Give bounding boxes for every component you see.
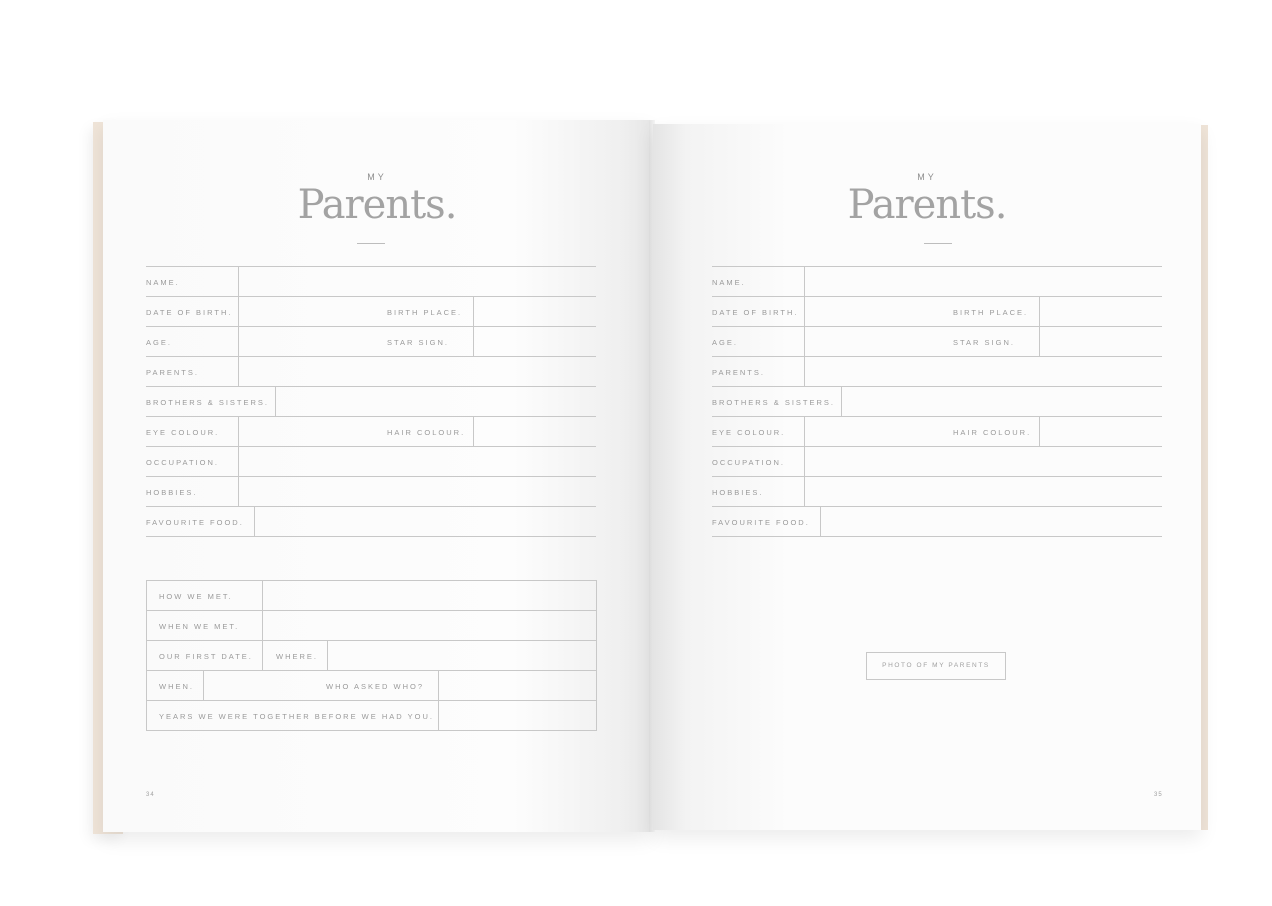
field-label: NAME. bbox=[712, 278, 746, 287]
field-label: BIRTH PLACE. bbox=[953, 308, 1029, 317]
field-divider bbox=[473, 297, 474, 326]
open-book bbox=[93, 120, 1208, 836]
field-label: EYE COLOUR. bbox=[712, 428, 786, 437]
field-divider bbox=[262, 581, 263, 610]
field-label: EYE COLOUR. bbox=[146, 428, 220, 437]
field-label: STAR SIGN. bbox=[387, 338, 449, 347]
field-divider bbox=[238, 477, 239, 506]
photo-placeholder-label[interactable]: PHOTO OF MY PARENTS bbox=[866, 652, 1006, 680]
field-label: PARENTS. bbox=[146, 368, 199, 377]
field-divider bbox=[238, 357, 239, 386]
field-label: FAVOURITE FOOD. bbox=[712, 518, 810, 527]
story-row-first-date[interactable] bbox=[147, 640, 596, 670]
right-page bbox=[653, 124, 1201, 830]
field-divider bbox=[804, 447, 805, 476]
field-divider bbox=[1039, 297, 1040, 326]
story-row-when[interactable] bbox=[147, 670, 596, 700]
page-eyebrow: MY bbox=[917, 172, 937, 182]
form-row-eye-colour[interactable] bbox=[146, 416, 596, 446]
field-divider bbox=[473, 417, 474, 446]
field-label: BROTHERS & SISTERS. bbox=[712, 398, 836, 407]
field-divider bbox=[203, 671, 204, 700]
field-label: OCCUPATION. bbox=[712, 458, 785, 467]
field-divider bbox=[262, 611, 263, 640]
story-row-when-met[interactable] bbox=[147, 610, 596, 640]
field-divider bbox=[804, 327, 805, 356]
book-cover-right bbox=[1200, 125, 1208, 830]
field-divider bbox=[238, 447, 239, 476]
form-row-hobbies[interactable] bbox=[712, 476, 1162, 506]
title-divider bbox=[357, 243, 385, 244]
field-label: WHERE. bbox=[276, 652, 318, 661]
parent-details-form bbox=[712, 266, 1162, 537]
form-row-hobbies[interactable] bbox=[146, 476, 596, 506]
field-label: HAIR COLOUR. bbox=[387, 428, 466, 437]
field-divider bbox=[804, 417, 805, 446]
field-label: YEARS WE WERE TOGETHER BEFORE WE HAD YOU. bbox=[159, 712, 434, 721]
form-row-dob[interactable] bbox=[146, 296, 596, 326]
page-eyebrow: MY bbox=[367, 172, 387, 182]
field-divider bbox=[438, 701, 439, 730]
form-row-occupation[interactable] bbox=[712, 446, 1162, 476]
field-label: STAR SIGN. bbox=[953, 338, 1015, 347]
field-label: HOBBIES. bbox=[146, 488, 198, 497]
how-we-met-box bbox=[146, 580, 597, 731]
page-number: 35 bbox=[1154, 792, 1163, 798]
field-divider bbox=[327, 641, 328, 670]
left-page bbox=[103, 120, 651, 832]
page-number: 34 bbox=[146, 792, 155, 798]
parent-details-form bbox=[146, 266, 596, 537]
form-row-favourite-food[interactable] bbox=[712, 506, 1162, 537]
form-row-age[interactable] bbox=[146, 326, 596, 356]
page-title: Parents. bbox=[847, 182, 1007, 228]
story-row-how-met[interactable] bbox=[147, 581, 596, 610]
field-divider bbox=[1039, 327, 1040, 356]
field-divider bbox=[841, 387, 842, 416]
field-divider bbox=[238, 327, 239, 356]
field-divider bbox=[473, 327, 474, 356]
form-row-name[interactable] bbox=[712, 266, 1162, 296]
field-divider bbox=[238, 417, 239, 446]
field-divider bbox=[238, 267, 239, 296]
field-label: PARENTS. bbox=[712, 368, 765, 377]
field-divider bbox=[254, 507, 255, 536]
field-divider bbox=[275, 387, 276, 416]
form-row-parents[interactable] bbox=[146, 356, 596, 386]
form-row-siblings[interactable] bbox=[146, 386, 596, 416]
field-label: NAME. bbox=[146, 278, 180, 287]
field-label: FAVOURITE FOOD. bbox=[146, 518, 244, 527]
field-label: HOBBIES. bbox=[712, 488, 764, 497]
form-row-age[interactable] bbox=[712, 326, 1162, 356]
field-label: WHO ASKED WHO? bbox=[326, 682, 425, 691]
field-label: OUR FIRST DATE. bbox=[159, 652, 253, 661]
form-row-dob[interactable] bbox=[712, 296, 1162, 326]
story-row-years-together[interactable] bbox=[147, 700, 596, 730]
field-label: AGE. bbox=[712, 338, 738, 347]
field-label: BIRTH PLACE. bbox=[387, 308, 463, 317]
field-divider bbox=[438, 671, 439, 700]
field-label: DATE OF BIRTH. bbox=[712, 308, 799, 317]
field-label: DATE OF BIRTH. bbox=[146, 308, 233, 317]
field-divider bbox=[804, 357, 805, 386]
form-row-siblings[interactable] bbox=[712, 386, 1162, 416]
title-divider bbox=[924, 243, 952, 244]
field-divider bbox=[1039, 417, 1040, 446]
form-row-eye-colour[interactable] bbox=[712, 416, 1162, 446]
field-label: WHEN WE MET. bbox=[159, 622, 240, 631]
form-row-favourite-food[interactable] bbox=[146, 506, 596, 537]
field-label: HOW WE MET. bbox=[159, 592, 233, 601]
form-row-name[interactable] bbox=[146, 266, 596, 296]
form-row-occupation[interactable] bbox=[146, 446, 596, 476]
field-label: AGE. bbox=[146, 338, 172, 347]
field-divider bbox=[238, 297, 239, 326]
field-divider bbox=[820, 507, 821, 536]
field-label: OCCUPATION. bbox=[146, 458, 219, 467]
field-label: BROTHERS & SISTERS. bbox=[146, 398, 270, 407]
field-divider bbox=[804, 477, 805, 506]
form-row-parents[interactable] bbox=[712, 356, 1162, 386]
page-title: Parents. bbox=[297, 182, 457, 228]
field-label: HAIR COLOUR. bbox=[953, 428, 1032, 437]
field-divider bbox=[804, 267, 805, 296]
field-divider bbox=[262, 641, 263, 670]
field-label: WHEN. bbox=[159, 682, 194, 691]
field-divider bbox=[804, 297, 805, 326]
